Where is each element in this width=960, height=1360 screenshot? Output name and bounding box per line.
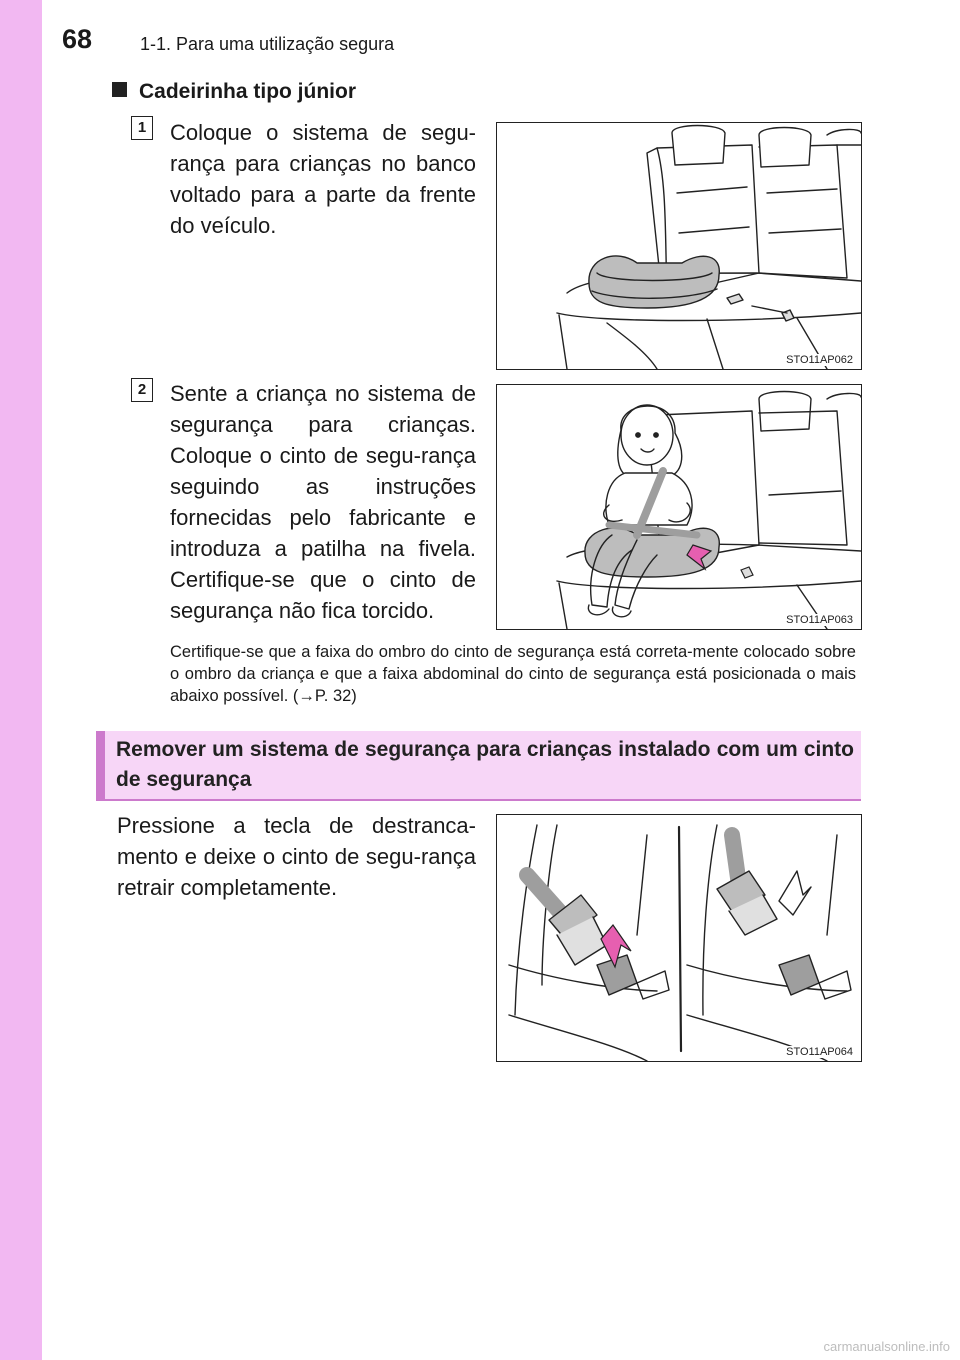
child-in-booster-illustration <box>497 385 861 629</box>
step-1-text: Coloque o sistema de segu-rança para crianças no banco voltado para a parte da frente do veículo. <box>170 120 476 238</box>
subsection-title: Cadeirinha tipo júnior <box>139 80 357 103</box>
section-title: Remover um sistema de segurança para crianças instalado com um cinto de segurança <box>116 738 854 791</box>
seatbelt-position-note: Certifique-se que a faixa do ombro do cinto de segurança está correta-mente colocado sobre o ombro da criança e que a faixa abdominal do cinto de segurança está posicionada o mais abaixo possível. (→P. 32) <box>170 643 856 705</box>
step-2-text: Sente a criança no sistema de segurança para crianças. Coloque o cinto de segu-rança seguindo as instruções fornecidas pelo fabricante e introduza a patilha na fivela. Certifique-se que o cinto de segurança não fica torcido. <box>170 381 476 623</box>
booster-seat-figure <box>496 122 862 370</box>
chapter-side-tab <box>0 0 42 1360</box>
figure-code-3: STO11AP064 <box>786 1046 853 1058</box>
removal-instruction-text: Pressione a tecla de destranca-mento e deixe o cinto de segu-rança retrair completamente. <box>117 813 476 900</box>
running-header: 1-1. Para uma utilização segura <box>140 34 395 54</box>
child-in-booster-figure <box>496 384 862 630</box>
step-badge-1: 1 <box>131 116 153 140</box>
square-bullet-icon <box>112 82 127 97</box>
subsection-heading <box>112 80 356 104</box>
buckle-release-figure <box>496 814 862 1062</box>
buckle-release-illustration <box>497 815 861 1061</box>
step-badge-2: 2 <box>131 378 153 402</box>
page-number: 68 <box>62 24 93 54</box>
figure-code-1: STO11AP062 <box>786 354 853 366</box>
section-heading-band <box>96 731 861 801</box>
booster-seat-illustration <box>497 123 861 369</box>
watermark: carmanualsonline.info <box>823 1339 950 1354</box>
figure-code-2: STO11AP063 <box>786 614 853 626</box>
